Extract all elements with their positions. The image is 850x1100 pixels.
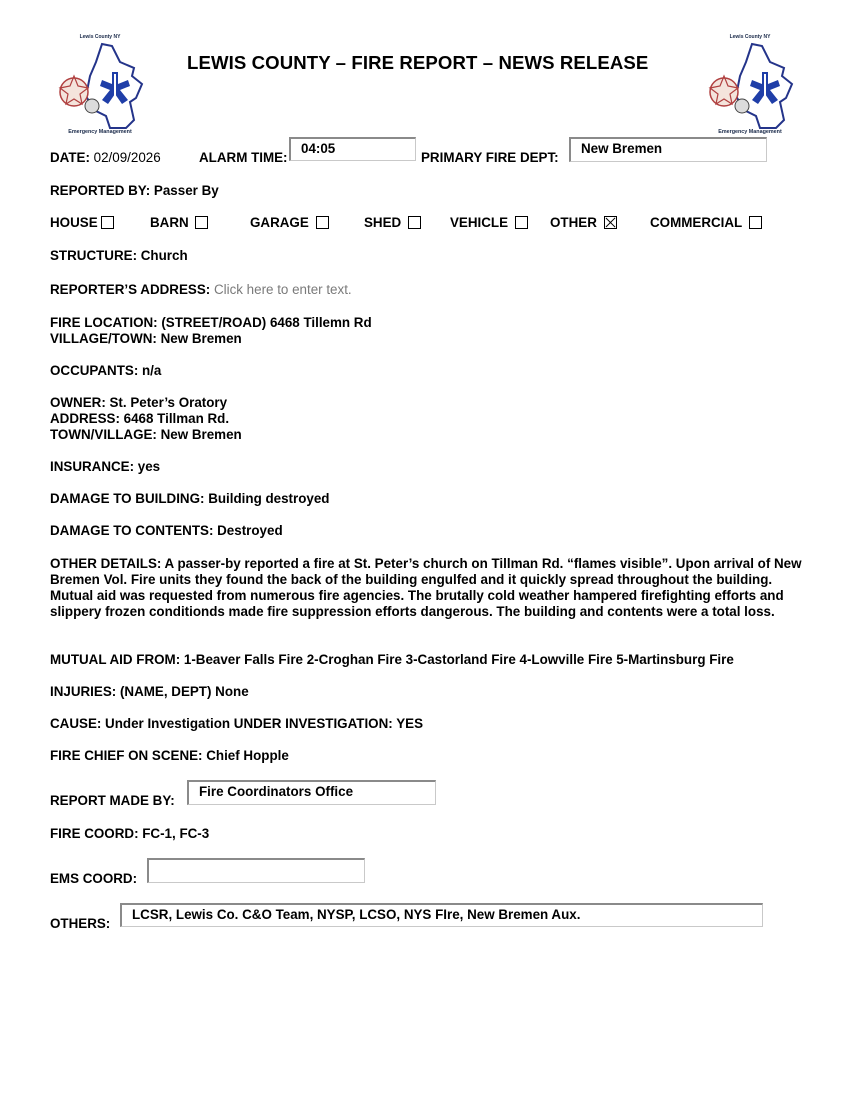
ems-coord-label: EMS COORD:	[50, 871, 138, 886]
other-checkbox-checked[interactable]	[604, 216, 617, 229]
structure-field: STRUCTURE: Church	[50, 248, 188, 263]
logo-top-text: Lewis County NY	[729, 34, 771, 40]
reported-by-value[interactable]: Passer By	[153, 183, 219, 198]
village-town: VILLAGE/TOWN: New Bremen	[50, 331, 242, 346]
fire-coord: FIRE COORD: FC-1, FC-3	[50, 826, 210, 841]
injuries: INJURIES: (NAME, DEPT) None	[50, 684, 249, 699]
emergency-management-logo-right	[700, 32, 800, 138]
cause: CAUSE: Under Investigation UNDER INVESTIGATION: YES	[50, 716, 423, 731]
fire-chief-on-scene: FIRE CHIEF ON SCENE: Chief Hopple	[50, 748, 289, 763]
date-label: DATE:	[50, 150, 90, 165]
logo-bottom-text: Emergency Management	[68, 129, 132, 135]
reporter-address-input[interactable]: Click here to enter text.	[213, 282, 352, 297]
option-other[interactable]	[550, 215, 617, 231]
option-garage[interactable]	[250, 215, 329, 231]
primary-fire-dept-label: PRIMARY FIRE DEPT:	[421, 150, 559, 165]
reported-by-label: REPORTED BY:	[50, 183, 151, 198]
logo-bottom-text: Emergency Management	[718, 129, 782, 135]
fire-location: FIRE LOCATION: (STREET/ROAD) 6468 Tillemn Rd	[50, 315, 372, 330]
option-label: HOUSE	[50, 215, 98, 230]
others-field[interactable]: LCSR, Lewis Co. C&O Team, NYSP, LCSO, NYS FIre, New Bremen Aux.	[120, 903, 763, 927]
shed-checkbox[interactable]	[408, 216, 421, 229]
option-label: COMMERCIAL	[650, 215, 742, 230]
date-value[interactable]: 02/09/2026	[93, 150, 161, 165]
report-made-by-field[interactable]: Fire Coordinators Office	[187, 780, 436, 805]
vehicle-checkbox[interactable]	[515, 216, 528, 229]
option-label: GARAGE	[250, 215, 309, 230]
others-label: OTHERS:	[50, 916, 111, 931]
reported-by	[50, 183, 219, 199]
damage-to-contents: DAMAGE TO CONTENTS: Destroyed	[50, 523, 283, 538]
report-made-by-label: REPORT MADE BY:	[50, 793, 175, 808]
commercial-checkbox[interactable]	[749, 216, 762, 229]
damage-to-building: DAMAGE TO BUILDING: Building destroyed	[50, 491, 330, 506]
town-village: TOWN/VILLAGE: New Bremen	[50, 427, 242, 442]
option-label: OTHER	[550, 215, 597, 230]
emergency-management-logo-left	[50, 32, 150, 138]
barn-checkbox[interactable]	[195, 216, 208, 229]
reporter-address	[50, 282, 352, 298]
primary-fire-dept-field[interactable]: New Bremen	[569, 137, 767, 162]
logo-top-text: Lewis County NY	[79, 34, 121, 40]
garage-checkbox[interactable]	[316, 216, 329, 229]
owner: OWNER: St. Peter’s Oratory	[50, 395, 228, 410]
option-commercial[interactable]	[650, 215, 762, 231]
option-label: BARN	[150, 215, 189, 230]
owner-address: ADDRESS: 6468 Tillman Rd.	[50, 411, 230, 426]
insurance: INSURANCE: yes	[50, 459, 161, 474]
reporter-address-label: REPORTER’S ADDRESS:	[50, 282, 211, 297]
page-title: LEWIS COUNTY – FIRE REPORT – NEWS RELEASE	[187, 52, 649, 73]
option-vehicle[interactable]	[450, 215, 528, 231]
option-shed[interactable]	[364, 215, 421, 231]
option-house[interactable]	[50, 215, 114, 231]
alarm-time-label: ALARM TIME:	[199, 150, 288, 165]
occupants: OCCUPANTS: n/a	[50, 363, 162, 378]
other-details: OTHER DETAILS: A passer-by reported a fire at St. Peter’s church on Tillman Rd. “flames visible”. Upon arrival of New Bremen Vol. Fire units they found the back of the building engulfed and it quickly spread throughout the building. Mutual aid was requested from numerous fire agencies. The brutally cold weather hampered firefighting efforts and slippery frozen conditionds made fire suppression efforts dangerous. The building and contents were a total loss.	[50, 556, 802, 619]
alarm-time-field[interactable]: 04:05	[289, 137, 416, 161]
house-checkbox[interactable]	[101, 216, 114, 229]
option-label: SHED	[364, 215, 402, 230]
mutual-aid: MUTUAL AID FROM: 1-Beaver Falls Fire 2-Croghan Fire 3-Castorland Fire 4-Lowville Fire 5-Martinsburg Fire	[50, 652, 734, 667]
ems-coord-field[interactable]	[147, 858, 365, 883]
date-field	[50, 150, 161, 166]
option-label: VEHICLE	[450, 215, 509, 230]
option-barn[interactable]	[150, 215, 208, 231]
